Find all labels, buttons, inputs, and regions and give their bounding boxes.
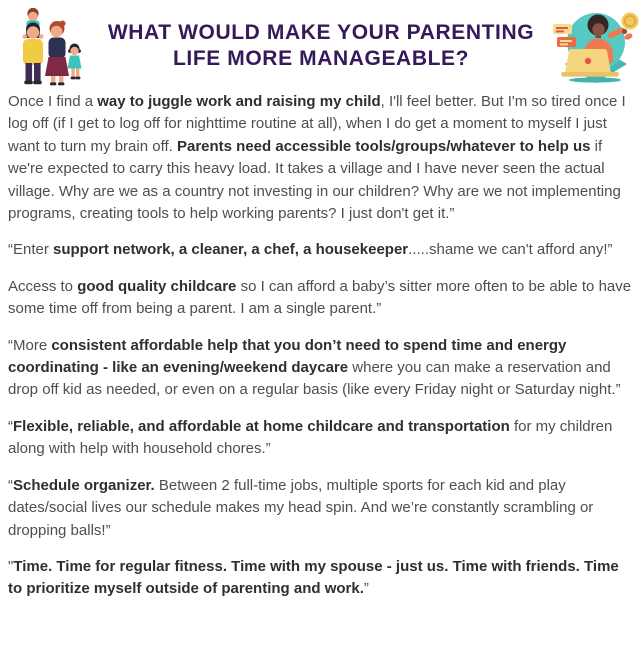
quote-paragraph-5 [8,416,634,461]
quote-run-bold: way to juggle work and raising my child [97,93,381,110]
quote-paragraph-2 [8,239,634,261]
quote-run: ” [363,580,369,598]
quote-run: “ [8,476,13,494]
quote-run-bold: Schedule organizer. [13,476,155,494]
quote-run-bold: Parents need accessible tools/groups/whatever to help us [176,137,591,155]
quote-run-bold: Time. Time for regular fitness. Time with my spouse - just us. Time with friends. Time to prioritize myself outside of parenting and work. [8,557,619,598]
quote-run-bold: Flexible, reliable, and affordable at home childcare and transportation [13,417,510,435]
family-icon [2,6,94,86]
person-laptop-icon [547,6,642,88]
person-laptop-illustration [546,6,642,88]
quote-run: Between 2 full-time jobs, multiple sports for each kid and play dates/social lives our schedule makes my head spin. And we’re constantly scrambling or dropping balls!” [8,476,594,539]
quote-run: so I can afford a baby’s sitter more often to be able to have some time off from being a parent. I am a single parent.” [8,277,632,318]
quote-run: Access to [8,277,78,295]
quote-paragraph-6 [8,475,634,542]
header [0,0,642,88]
quote-run: Once I find a [8,93,98,110]
page-title-line-1: WHAT WOULD MAKE YOUR PARENTING [107,21,535,44]
quote-run-bold: support network, a cleaner, a chef, a housekeeper [53,241,409,259]
quote-run: if we're expected to carry this heavy load. It takes a village and I have never seen the actual village. Why are we as a country not investing in our children? Why are we not implementing programs, creating tools to help working parents? I just don't get it.” [8,137,621,223]
quote-run: “Enter [8,241,54,259]
quote-run: for my children along with help with household chores.” [8,417,613,458]
quote-run-bold: good quality childcare [77,277,237,295]
family-illustration [0,6,96,86]
quote-run: .....shame we can't afford any!” [408,241,613,259]
quote-run: " [8,557,14,575]
quote-paragraph-4 [8,335,634,402]
quote-paragraph-1 [8,91,634,225]
quotes-section [0,88,642,601]
quote-paragraph-7 [8,556,634,601]
quote-run: where you can make a reservation and drop off kid as needed, or even on a regular basis (like every Friday night or Saturday night.” [8,359,621,399]
quote-paragraph-3 [8,276,634,321]
quote-run: “More [8,336,52,354]
quote-run-bold: consistent affordable help that you don’t need to spend time and energy coordinating - like an evening/weekend daycare [8,336,567,377]
page-title [96,20,546,72]
quote-run: , I'll feel better. But I'm so tired once I log off (if I get to log off for nighttime routine at all), when I do get a moment to myself I just want to turn my brain off. [8,93,626,155]
quote-run: “ [8,417,13,435]
page-title-line-2: LIFE MORE MANAGEABLE? [172,47,470,70]
